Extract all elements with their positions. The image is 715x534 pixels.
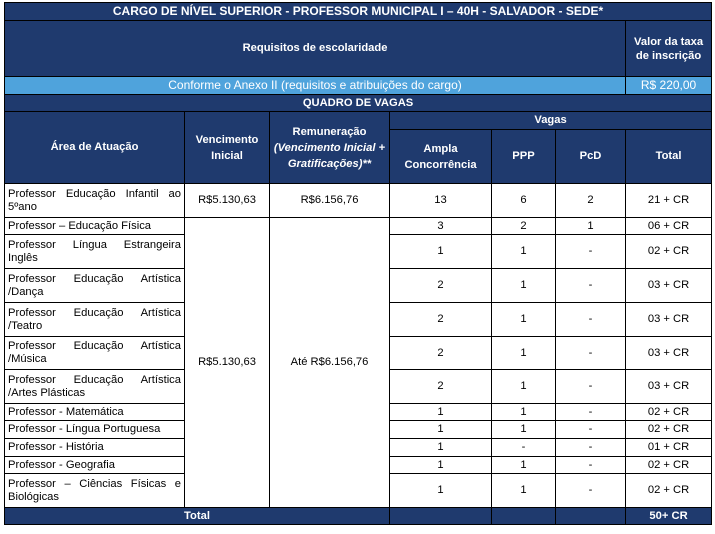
area-cell: Professor - História [5, 439, 185, 457]
position-title: CARGO DE NÍVEL SUPERIOR - PROFESSOR MUNICIPAL I – 40H - SALVADOR - SEDE* [5, 3, 712, 21]
ampla-cell: 1 [390, 457, 492, 474]
pcd-cell: - [556, 474, 626, 508]
fee-value: R$ 220,00 [626, 77, 712, 95]
area-cell: Professor Educação Artística /Teatro [5, 303, 185, 337]
total-cell: 02 + CR [626, 474, 712, 508]
vagas-title: QUADRO DE VAGAS [5, 95, 712, 112]
total-cell: 06 + CR [626, 218, 712, 235]
pcd-cell: - [556, 439, 626, 457]
pcd-cell: 1 [556, 218, 626, 235]
total-cell: 03 + CR [626, 370, 712, 404]
total-cell: 02 + CR [626, 457, 712, 474]
ampla-cell: 1 [390, 474, 492, 508]
pcd-cell: - [556, 457, 626, 474]
grand-total: 50+ CR [626, 508, 712, 525]
area-cell: Professor Educação Artística /Dança [5, 269, 185, 303]
group-remuneracao-cell: Até R$6.156,76 [270, 218, 390, 508]
total-cell: 02 + CR [626, 421, 712, 439]
first-row-ppp: 6 [492, 184, 556, 218]
remuneracao-note: (Vencimento Inicial + Gratificações)** [273, 141, 386, 170]
vacancy-table [4, 2, 712, 525]
ampla-cell: 2 [390, 269, 492, 303]
first-row-vencimento: R$5.130,63 [185, 184, 270, 218]
ppp-cell: 1 [492, 370, 556, 404]
requirements-value: Conforme o Anexo II (requisitos e atribuições do cargo) [5, 77, 626, 95]
vencimento-header: Vencimento Inicial [185, 112, 270, 184]
pcd-header: PcD [556, 130, 626, 184]
pcd-cell: - [556, 303, 626, 337]
pcd-cell: - [556, 235, 626, 269]
ppp-cell: 1 [492, 404, 556, 421]
area-cell: Professor Educação Artística /Música [5, 337, 185, 370]
ppp-cell: 2 [492, 218, 556, 235]
total-empty-cell [556, 508, 626, 525]
total-row [5, 508, 712, 525]
ampla-cell: 2 [390, 303, 492, 337]
ampla-cell: 1 [390, 439, 492, 457]
pcd-cell: - [556, 370, 626, 404]
pcd-cell: - [556, 269, 626, 303]
area-cell: Professor – Educação Física [5, 218, 185, 235]
pcd-cell: - [556, 337, 626, 370]
area-cell: Professor Educação Artística /Artes Plásticas [5, 370, 185, 404]
pcd-cell: - [556, 421, 626, 439]
ppp-cell: - [492, 439, 556, 457]
ppp-cell: 1 [492, 303, 556, 337]
table-row [5, 218, 712, 235]
ampla-cell: 2 [390, 370, 492, 404]
ppp-cell: 1 [492, 474, 556, 508]
remuneracao-header [270, 112, 390, 184]
ppp-cell: 1 [492, 337, 556, 370]
ampla-cell: 3 [390, 218, 492, 235]
pcd-cell: - [556, 404, 626, 421]
ampla-cell: 1 [390, 235, 492, 269]
area-cell: Professor - Língua Portuguesa [5, 421, 185, 439]
area-header: Área de Atuação [5, 112, 185, 184]
ppp-cell: 1 [492, 421, 556, 439]
ppp-header: PPP [492, 130, 556, 184]
area-cell: Professor Língua Estrangeira Inglês [5, 235, 185, 269]
first-row-area: Professor Educação Infantil ao 5ºano [5, 184, 185, 218]
vagas-header: Vagas [390, 112, 712, 130]
group-vencimento-cell: R$5.130,63 [185, 218, 270, 508]
total-empty-cell [492, 508, 556, 525]
total-cell: 03 + CR [626, 269, 712, 303]
ppp-cell: 1 [492, 269, 556, 303]
ampla-cell: 1 [390, 421, 492, 439]
first-row-pcd: 2 [556, 184, 626, 218]
ppp-cell: 1 [492, 235, 556, 269]
total-cell: 03 + CR [626, 337, 712, 370]
requirements-header: Requisitos de escolaridade [5, 21, 626, 77]
total-empty-cell [390, 508, 492, 525]
total-cell: 02 + CR [626, 235, 712, 269]
first-row-ampla: 13 [390, 184, 492, 218]
total-label: Total [5, 508, 390, 525]
remuneracao-label: Remuneração [292, 125, 367, 138]
total-cell: 01 + CR [626, 439, 712, 457]
total-cell: 02 + CR [626, 404, 712, 421]
first-row-total: 21 + CR [626, 184, 712, 218]
fee-header: Valor da taxa de inscrição [626, 21, 712, 77]
ppp-cell: 1 [492, 457, 556, 474]
total-header: Total [626, 130, 712, 184]
first-row-remuneracao: R$6.156,76 [270, 184, 390, 218]
ampla-header: Ampla Concorrência [390, 130, 492, 184]
ampla-cell: 1 [390, 404, 492, 421]
ampla-cell: 2 [390, 337, 492, 370]
area-cell: Professor - Matemática [5, 404, 185, 421]
area-cell: Professor – Ciências Físicas e Biológicas [5, 474, 185, 508]
area-cell: Professor - Geografia [5, 457, 185, 474]
total-cell: 03 + CR [626, 303, 712, 337]
